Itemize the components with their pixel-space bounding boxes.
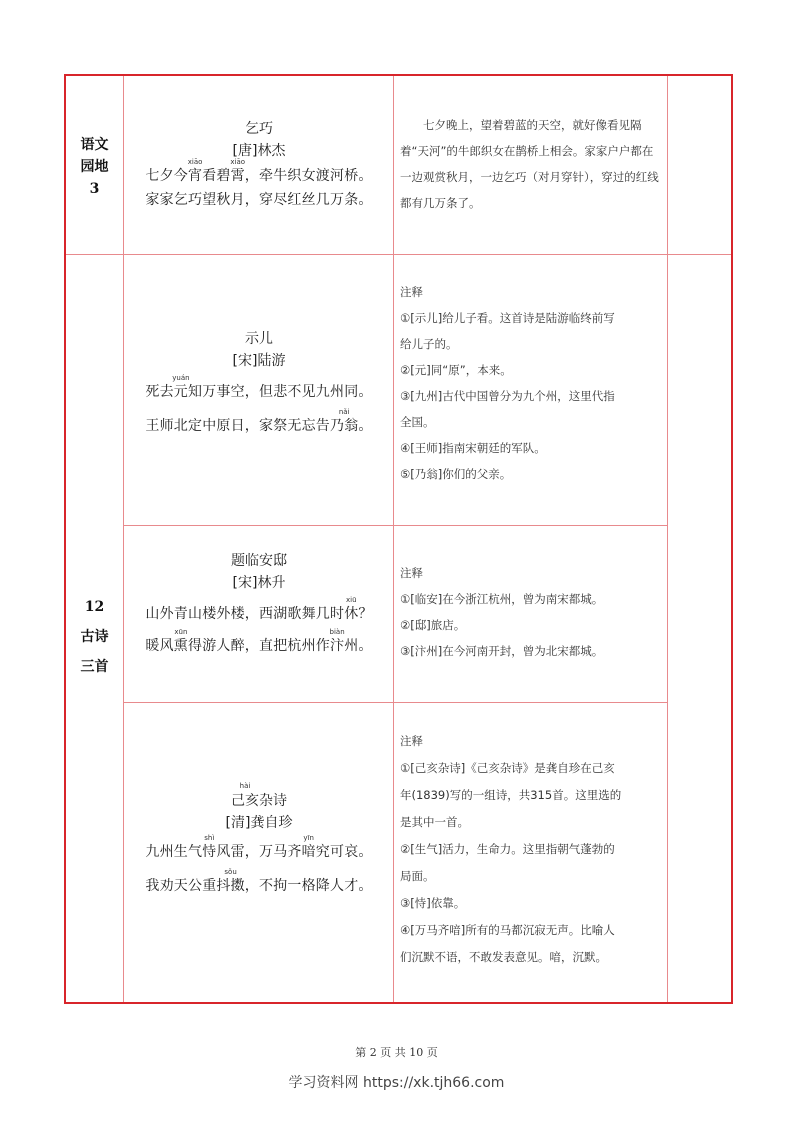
note-line: ③[恃]依靠。	[400, 896, 466, 910]
note-line: ④[王师]指南宋朝廷的军队。	[400, 441, 546, 455]
note-line: ②[邸]旅店。	[400, 618, 466, 632]
annotated-char: 抖擞 sǒu	[216, 868, 245, 894]
poem-line: 家家乞巧望秋月，穿尽红丝几万条。	[145, 192, 373, 208]
annotated-char: 休 xiū	[344, 596, 359, 622]
annotated-char: 乃翁 nǎi	[330, 408, 359, 434]
note-line: 全国。	[400, 415, 435, 429]
poem-line: 七夕今宵 xiāo 看碧霄 xiāo ，牵牛织女渡河桥。	[145, 158, 373, 184]
pinyin: shì	[204, 834, 215, 842]
column-divider	[667, 76, 668, 1002]
poem-line: 九州生气恃 shì 风雷，万马齐喑 yīn 究可哀。	[145, 834, 373, 860]
notes-tilinandi	[400, 560, 662, 664]
annotated-char: 元 yuán	[172, 374, 190, 400]
note-line: ②[生气]活力，生命力。这里指朝气蓬勃的	[400, 842, 615, 856]
row-divider	[123, 702, 668, 703]
content-table	[64, 74, 733, 1004]
pinyin: yuán	[172, 374, 190, 382]
notes-shier	[400, 279, 662, 487]
note-line: 给儿子的。	[400, 337, 458, 351]
poem-line: 我劝天公重抖擞 sǒu ，不拘一格降人才。	[145, 868, 373, 894]
note-line: 是其中一首。	[400, 815, 469, 829]
note-line: ②[元]同“原”，本来。	[400, 363, 512, 377]
notes-heading: 注释	[400, 734, 423, 748]
poem-author: [宋]陆游	[232, 353, 286, 369]
pinyin: biàn	[329, 628, 345, 636]
note-line: ①[示儿]给儿子看。这首诗是陆游临终前写	[400, 311, 615, 325]
notes-jihaizashi	[400, 728, 662, 971]
note-line: 局面。	[400, 869, 435, 883]
poem-shier	[124, 328, 394, 436]
pinyin: xūn	[174, 628, 188, 636]
note-line: 们沉默不语，不敢发表意见。喑，沉默。	[400, 950, 607, 964]
pinyin: xiāo	[187, 158, 203, 166]
poem-line: 王师北定中原日，家祭无忘告乃翁 nǎi 。	[145, 408, 373, 434]
poem-jihaizashi	[124, 782, 394, 896]
row-divider	[66, 254, 731, 255]
page-footer: 第 2 页 共 10 页	[355, 1046, 438, 1059]
site-watermark: 学习资料网 https://xk.tjh66.com	[288, 1075, 505, 1091]
poem-line: 暖风熏 xūn 得游人醉，直把杭州作汴 biàn 州。	[145, 628, 373, 654]
pinyin: hài	[239, 782, 251, 790]
poem-title: 乞巧	[245, 121, 273, 137]
poem-tilinandi	[124, 550, 394, 656]
annotated-char: 汴 biàn	[329, 628, 345, 654]
annotated-char: 己亥 hài	[231, 782, 259, 809]
poem-title: 题临安邸	[231, 553, 287, 569]
note-line: ⑤[乃翁]你们的父亲。	[400, 467, 512, 481]
pinyin: yīn	[303, 834, 314, 842]
note-line: ①[己亥杂诗]《己亥杂诗》是龚自珍在己亥	[400, 761, 615, 775]
unit-label: 12 古诗 三首	[80, 599, 109, 675]
pinyin: xiū	[346, 596, 357, 604]
annotated-char: 恃 shì	[202, 834, 217, 860]
notes-heading: 注释	[400, 566, 423, 580]
translation-text: 七夕晚上，望着碧蓝的天空，就好像看见隔着“天河”的牛郎织女在鹊桥上相会。家家户户都在一边观赏秋月，一边乞巧（对月穿针），穿过的红线都有几万条了。	[400, 118, 659, 210]
poem-author: [唐]林杰	[232, 143, 286, 159]
pinyin: xiāo	[230, 158, 246, 166]
row-divider	[123, 525, 668, 526]
unit-label: 语文 园地 3	[80, 137, 109, 197]
poem-line: 死去元 yuán 知万事空，但悲不见九州同。	[145, 374, 373, 400]
notes-heading: 注释	[400, 285, 423, 299]
note-line: ④[万马齐喑]所有的马都沉寂无声。比喻人	[400, 923, 615, 937]
annotated-char: 霄 xiāo	[230, 158, 246, 184]
poem-author: [清]龚自珍	[225, 815, 293, 831]
poem-title: 示儿	[245, 331, 273, 347]
pinyin: nǎi	[338, 408, 350, 416]
note-line: ③[汴州]在今河南开封，曾为北宋都城。	[400, 644, 604, 658]
annotated-char: 宵 xiāo	[187, 158, 203, 184]
note-line: 年(1839)写的一组诗，共315首。这里选的	[400, 788, 622, 802]
pinyin: sǒu	[224, 868, 237, 876]
poem-author: [宋]林升	[232, 575, 286, 591]
note-line: ③[九州]古代中国曾分为九个州，这里代指	[400, 389, 615, 403]
annotated-char: 喑 yīn	[301, 834, 316, 860]
poem-line: 山外青山楼外楼，西湖歌舞几时休 xiū ？	[145, 596, 373, 622]
poem-qiqiao	[124, 118, 394, 210]
poem-title: 己亥 hài 杂诗	[124, 790, 394, 812]
note-line: ①[临安]在今浙江杭州，曾为南宋都城。	[400, 592, 604, 606]
translation	[400, 112, 660, 216]
annotated-char: 熏 xūn	[173, 628, 188, 654]
